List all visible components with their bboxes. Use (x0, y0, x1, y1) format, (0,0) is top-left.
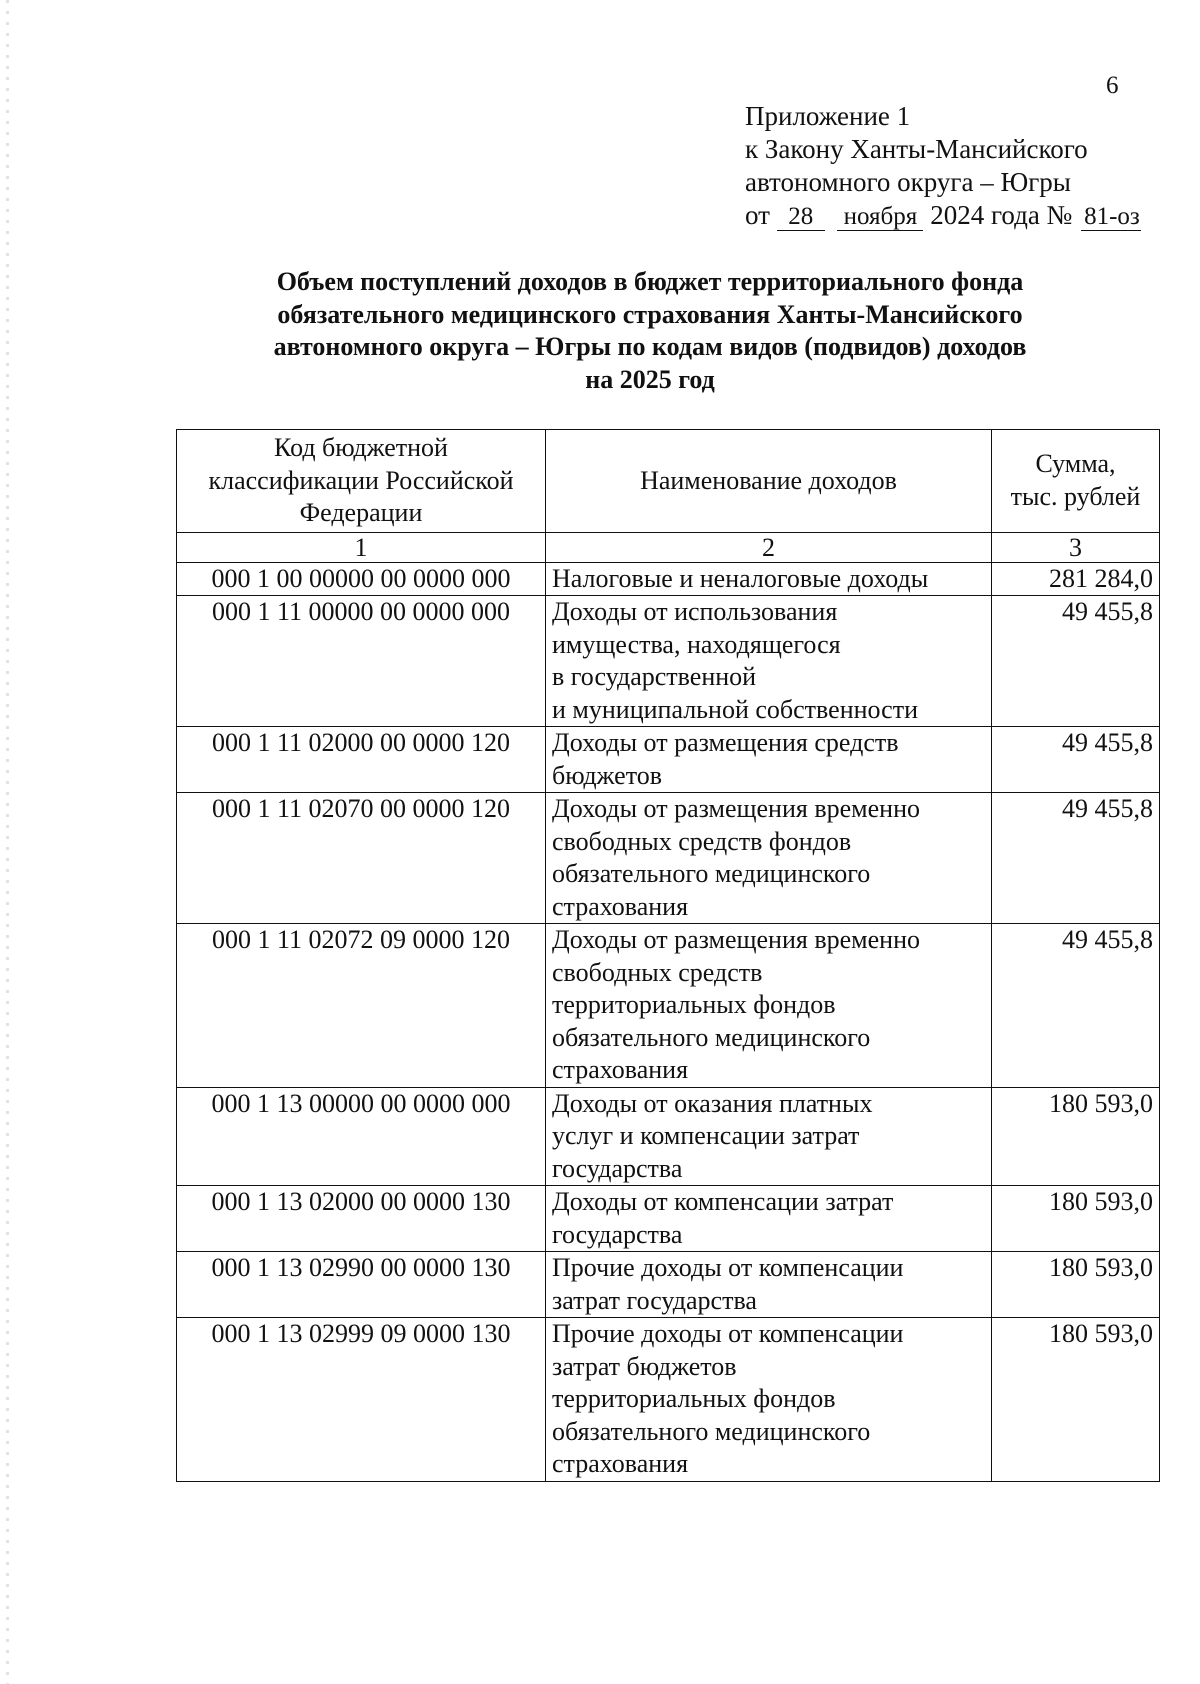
table-row (177, 596, 1160, 727)
income-name-cell (546, 1087, 992, 1186)
income-amount-cell: 180 593,0 (992, 1087, 1160, 1186)
header-name-text: Наименование доходов (640, 465, 897, 495)
income-name-line: Доходы от размещения временно (552, 794, 920, 823)
income-name-line: Налоговые и неналоговые доходы (552, 563, 929, 593)
income-name-line: Прочие доходы от компенсации (552, 1253, 904, 1282)
income-amount-cell: 49 455,8 (992, 596, 1160, 727)
income-amount-cell: 49 455,8 (992, 924, 1160, 1088)
income-code-cell: 000 1 13 00000 00 0000 000 (177, 1087, 546, 1186)
income-code-cell: 000 1 13 02999 09 0000 130 (177, 1318, 546, 1482)
income-name-cell (546, 562, 992, 596)
header-code-line: классификации Российской (208, 465, 514, 495)
header-amount (992, 430, 1160, 533)
income-amount-cell: 180 593,0 (992, 1252, 1160, 1318)
law-number: 81-оз (1081, 204, 1141, 231)
header-code (177, 430, 546, 533)
income-code-cell: 000 1 11 02070 00 0000 120 (177, 793, 546, 924)
income-amount-cell: 49 455,8 (992, 727, 1160, 793)
title-line: Объем поступлений доходов в бюджет территориального фонда (276, 267, 1024, 296)
title-line: обязательного медицинского страхования Ханты-Мансийского (277, 299, 1023, 329)
column-number: 3 (992, 532, 1160, 562)
table-row (177, 1186, 1160, 1252)
income-code-cell: 000 1 11 02000 00 0000 120 (177, 727, 546, 793)
income-name-line: обязательного медицинского (552, 1416, 871, 1446)
income-name-line: обязательного медицинского (552, 1022, 871, 1052)
income-name-line: государства (552, 1219, 683, 1249)
document-title (180, 266, 1120, 396)
header-code-line: Код бюджетной (274, 433, 448, 462)
year-text: 2024 года № (930, 200, 1073, 230)
income-name-cell (546, 1318, 992, 1482)
income-name-line: затрат бюджетов (552, 1351, 737, 1381)
title-line: автономного округа – Югры по кодам видов (подвидов) доходов (273, 332, 1027, 361)
table-row (177, 924, 1160, 1088)
table-row (177, 562, 1160, 596)
appendix-header (745, 100, 1141, 232)
header-amount-line: Сумма, (1035, 449, 1116, 479)
date-prefix: от (745, 200, 770, 230)
appendix-date-line (745, 199, 1141, 232)
page-number: 6 (1106, 72, 1119, 99)
income-name-line: свободных средств фондов (552, 826, 852, 856)
income-name-line: Прочие доходы от компенсации (552, 1319, 904, 1348)
income-name-line: государства (552, 1153, 683, 1183)
income-name-cell (546, 1252, 992, 1318)
income-name-line: Доходы от компенсации затрат (552, 1187, 894, 1216)
income-code-cell: 000 1 00 00000 00 0000 000 (177, 562, 546, 596)
table-row (177, 1252, 1160, 1318)
column-number: 1 (177, 532, 546, 562)
income-name-line: бюджетов (552, 760, 663, 790)
income-amount-cell: 180 593,0 (992, 1318, 1160, 1482)
income-table (176, 429, 1160, 1482)
income-name-line: в государственной (552, 662, 757, 691)
income-amount-cell: 180 593,0 (992, 1186, 1160, 1252)
income-name-cell (546, 1186, 992, 1252)
column-number: 2 (546, 532, 992, 562)
income-code-cell: 000 1 11 02072 09 0000 120 (177, 924, 546, 1088)
income-name-line: территориальных фондов (552, 1384, 836, 1413)
income-name-line: Доходы от использования (552, 597, 838, 626)
header-row (177, 430, 1160, 533)
handwritten-day: 28 (777, 204, 825, 231)
table-row (177, 1318, 1160, 1482)
income-amount-cell: 49 455,8 (992, 793, 1160, 924)
scan-edge-artifact (6, 0, 9, 1684)
column-number-row (177, 532, 1160, 562)
table-row (177, 793, 1160, 924)
income-name-line: обязательного медицинского (552, 859, 871, 888)
income-name-cell (546, 596, 992, 727)
income-name-line: и муниципальной собственности (552, 694, 918, 724)
income-name-line: имущества, находящегося (552, 629, 841, 659)
income-name-line: Доходы от размещения средств (552, 728, 899, 757)
income-name-line: страхования (552, 891, 689, 921)
title-line: на 2025 год (585, 364, 715, 394)
income-name-line: затрат государства (552, 1285, 757, 1315)
table-row (177, 1087, 1160, 1186)
income-name-line: услуг и компенсации затрат (552, 1121, 860, 1150)
appendix-line: к Закону Ханты-Мансийского (745, 134, 1088, 164)
income-code-cell: 000 1 11 00000 00 0000 000 (177, 596, 546, 727)
handwritten-month: ноября (837, 204, 923, 231)
income-name-line: страхования (552, 1449, 689, 1478)
income-code-cell: 000 1 13 02990 00 0000 130 (177, 1252, 546, 1318)
income-name-cell (546, 793, 992, 924)
income-name-cell (546, 727, 992, 793)
income-name-line: Доходы от размещения временно (552, 925, 920, 954)
income-name-line: Доходы от оказания платных (552, 1088, 873, 1118)
income-name-line: свободных средств (552, 957, 763, 987)
income-name-cell (546, 924, 992, 1088)
income-name-line: страхования (552, 1055, 689, 1084)
appendix-line: автономного округа – Югры (745, 167, 1071, 197)
header-amount-line: тыс. рублей (1010, 481, 1141, 511)
header-name (546, 430, 992, 533)
table-body (177, 562, 1160, 1481)
appendix-line: Приложение 1 (745, 101, 911, 131)
table-row (177, 727, 1160, 793)
income-name-line: территориальных фондов (552, 990, 836, 1019)
income-amount-cell: 281 284,0 (992, 562, 1160, 596)
income-code-cell: 000 1 13 02000 00 0000 130 (177, 1186, 546, 1252)
header-code-line: Федерации (299, 498, 423, 527)
